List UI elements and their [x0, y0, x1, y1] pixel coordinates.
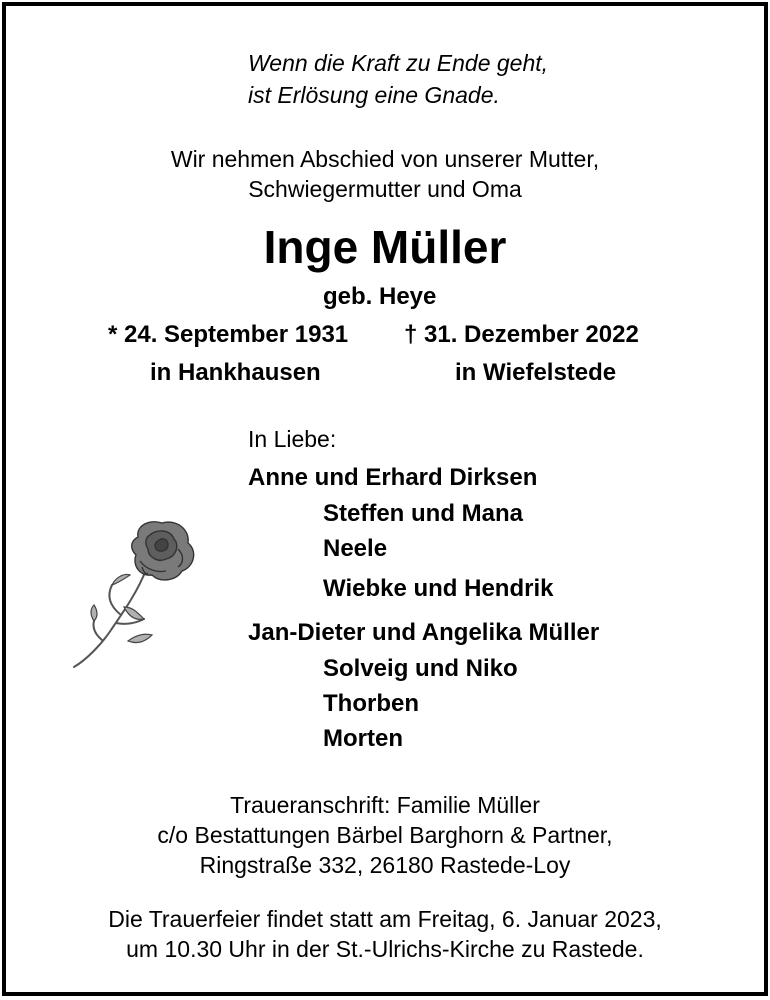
death-date: † 31. Dezember 2022 — [404, 321, 639, 348]
ceremony-line-1: Die Trauerfeier findet statt am Freitag, 6. Januar 2023, — [108, 906, 662, 932]
death-place: in Wiefelstede — [455, 359, 617, 386]
mourners-label: In Liebe: — [248, 426, 337, 452]
mourner-line: Jan-Dieter und Angelika Müller — [248, 619, 600, 646]
mourner-line: Solveig und Niko — [323, 655, 518, 682]
address-line-2: c/o Bestattungen Bärbel Barghorn & Partner, — [157, 822, 613, 848]
intro-line-2: Schwiegermutter und Oma — [248, 176, 522, 202]
mourner-line: Morten — [323, 725, 403, 752]
mourner-line: Neele — [323, 535, 388, 562]
birth-date: * 24. September 1931 — [108, 321, 349, 348]
mourner-line: Anne und Erhard Dirksen — [248, 464, 538, 491]
address-line-1: Traueranschrift: Familie Müller — [230, 792, 540, 818]
quote-line-2: ist Erlösung eine Gnade. — [248, 82, 500, 108]
mourner-line: Steffen und Mana — [323, 500, 524, 527]
maiden-name: geb. Heye — [323, 283, 437, 310]
deceased-name: Inge Müller — [263, 221, 507, 273]
mourner-line: Wiebke und Hendrik — [323, 575, 554, 602]
ceremony-line-2: um 10.30 Uhr in der St.-Ulrichs-Kirche zu Rastede. — [126, 936, 644, 962]
address-line-3: Ringstraße 332, 26180 Rastede-Loy — [199, 852, 571, 878]
mourner-line: Thorben — [323, 690, 419, 717]
intro-line-1: Wir nehmen Abschied von unserer Mutter, — [170, 146, 600, 172]
birth-place: in Hankhausen — [150, 359, 321, 386]
quote-line-1: Wenn die Kraft zu Ende geht, — [248, 50, 549, 76]
rose-icon — [66, 515, 206, 675]
